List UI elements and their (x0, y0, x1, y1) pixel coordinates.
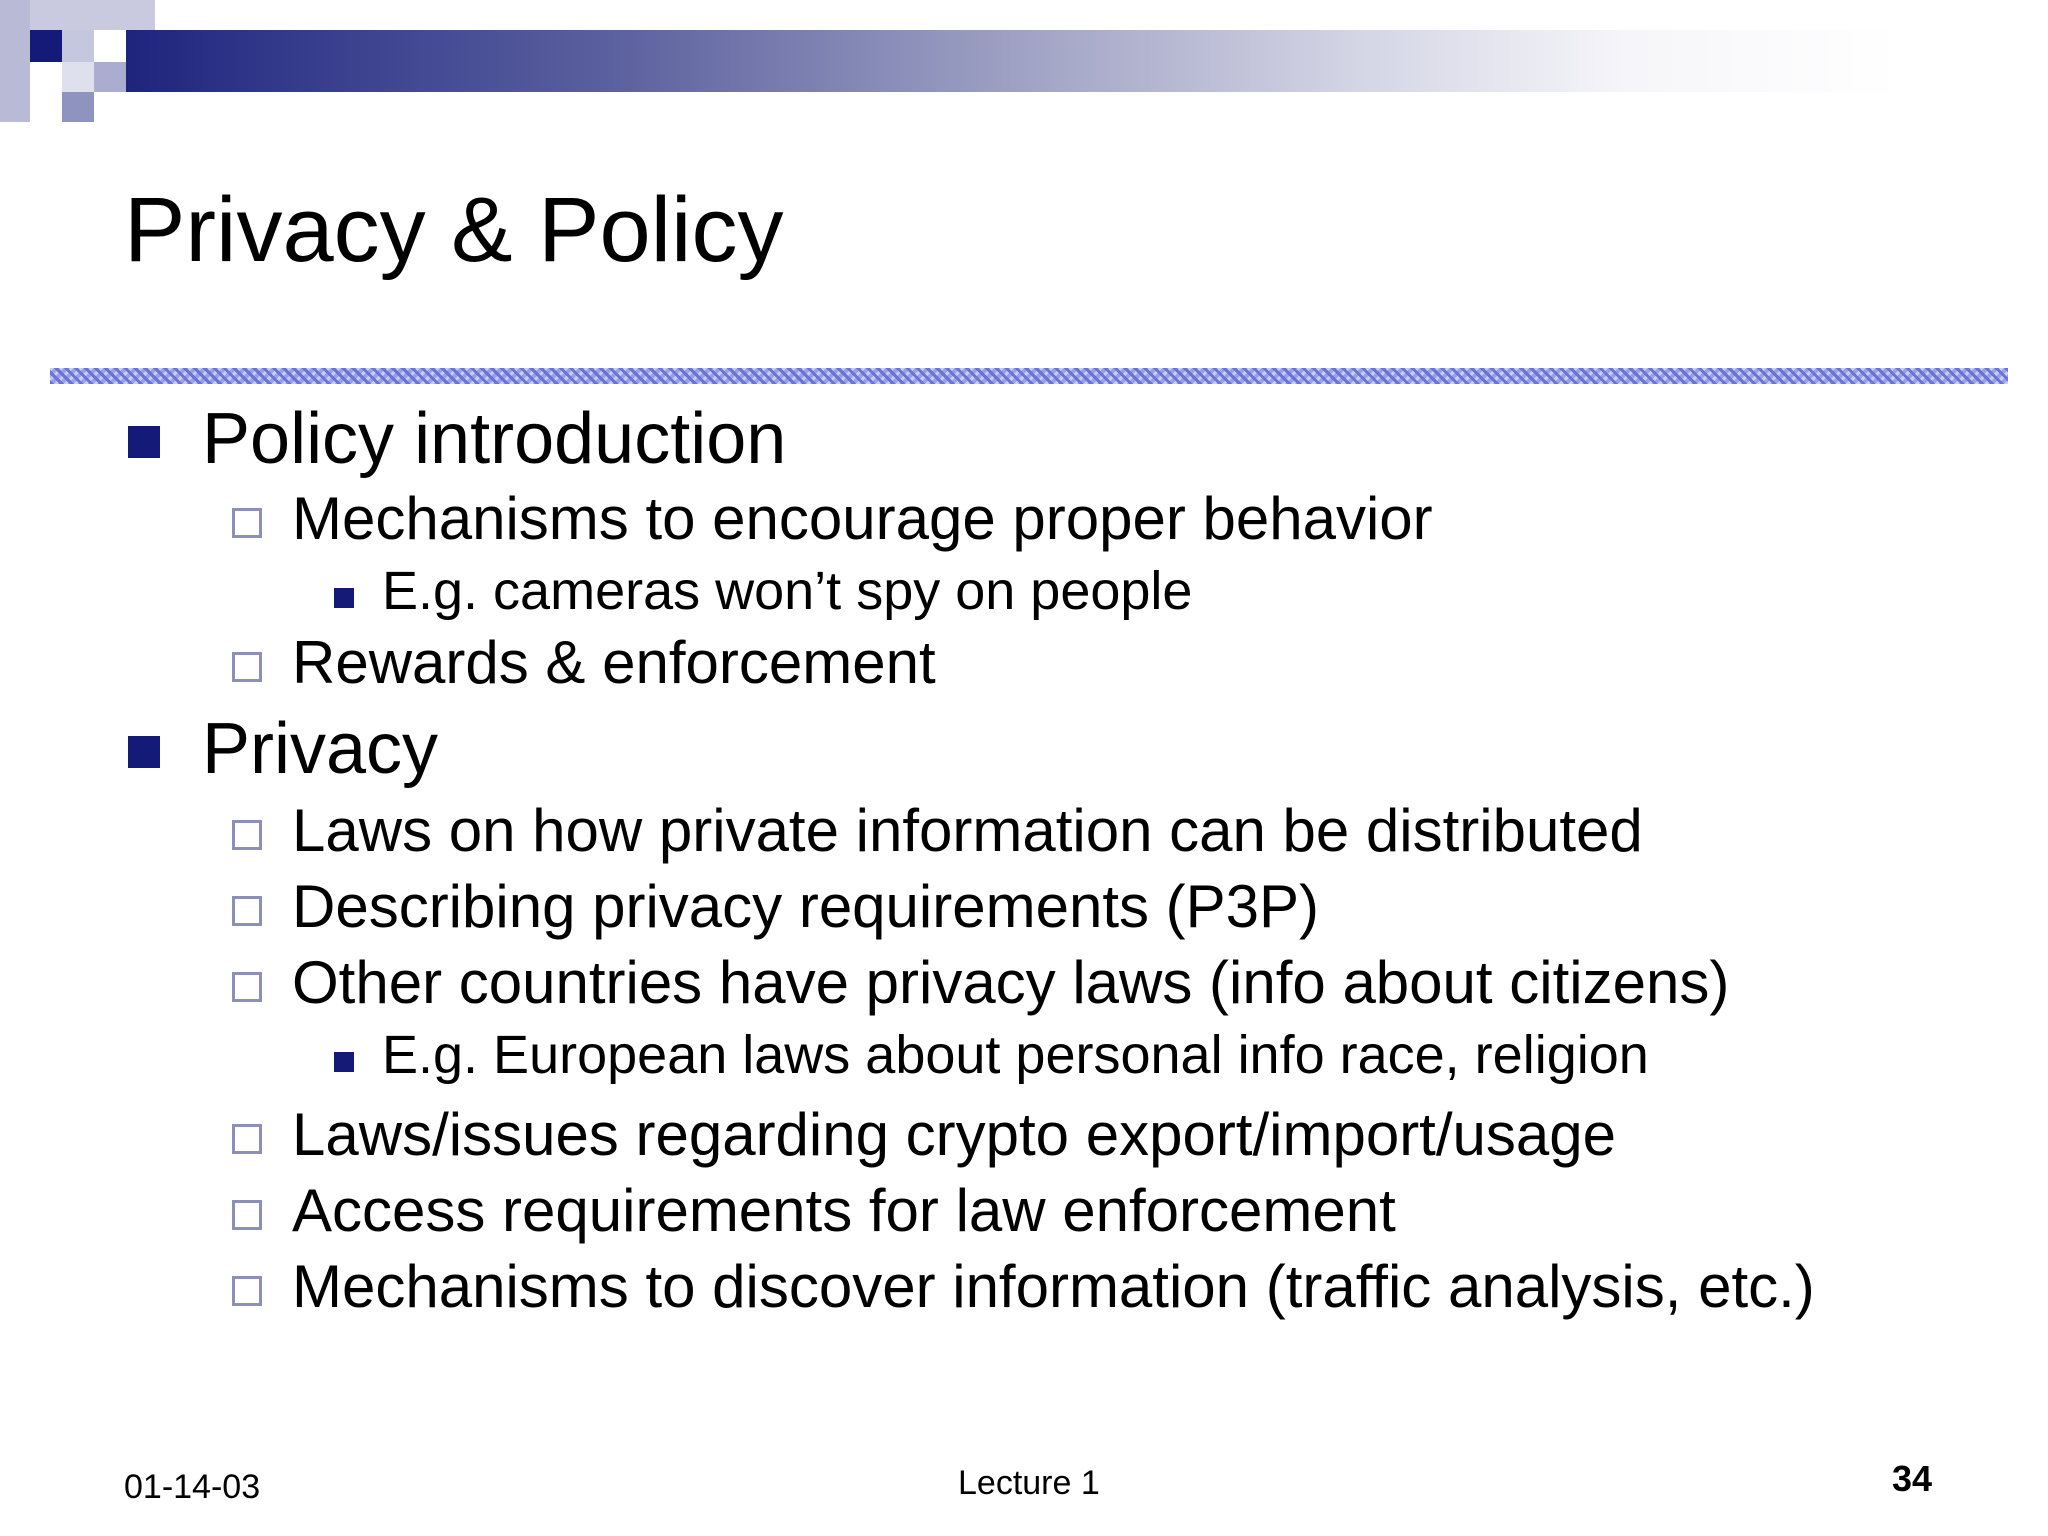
hollow-square-icon (232, 820, 262, 850)
hollow-square-icon (232, 972, 262, 1002)
footer-page-number: 34 (1892, 1458, 1933, 1499)
corner-decoration-square (62, 30, 94, 62)
small-filled-square-icon (334, 1052, 354, 1072)
header-gradient-band (100, 30, 1900, 92)
corner-decoration-square (30, 30, 62, 62)
corner-decoration-square (94, 30, 126, 62)
bullet-item-level-3: E.g. European laws about personal info race, religion (382, 1025, 1649, 1085)
bullet-item-level-2: Mechanisms to discover information (traffic analysis, etc.) (292, 1253, 1815, 1320)
title-divider (50, 368, 2008, 384)
bullet-item-level-2: Access requirements for law enforcement (292, 1177, 1396, 1244)
hollow-square-icon (232, 652, 262, 682)
hollow-square-icon (232, 1124, 262, 1154)
hollow-square-icon (232, 1200, 262, 1230)
bullet-item-level-1: Privacy (202, 709, 439, 789)
hollow-square-icon (232, 896, 262, 926)
bullet-item-level-1: Policy introduction (202, 399, 787, 479)
bullet-item-level-2: Describing privacy requirements (P3P) (292, 873, 1320, 940)
bullet-item-level-2: Mechanisms to encourage proper behavior (292, 485, 1433, 552)
hollow-square-icon (232, 508, 262, 538)
bullet-item-level-2: Laws on how private information can be distributed (292, 797, 1643, 864)
bullet-item-level-2: Laws/issues regarding crypto export/import/usage (292, 1101, 1616, 1168)
corner-decoration-square (62, 62, 94, 92)
slide-title: Privacy & Policy (124, 179, 784, 281)
bullet-item-level-3: E.g. cameras won’t spy on people (382, 561, 1193, 621)
corner-decoration-square (94, 62, 126, 92)
bullet-item-level-2: Other countries have privacy laws (info about citizens) (292, 949, 1730, 1016)
corner-decoration-square (0, 0, 30, 122)
small-filled-square-icon (334, 588, 354, 608)
footer-lecture: Lecture 1 (958, 1464, 1100, 1502)
bullet-item-level-2: Rewards & enforcement (292, 629, 936, 696)
footer-date: 01-14-03 (124, 1468, 261, 1506)
filled-square-icon (128, 426, 160, 458)
corner-decoration-square (62, 92, 94, 122)
corner-decoration-square (30, 0, 155, 30)
filled-square-icon (128, 736, 160, 768)
hollow-square-icon (232, 1276, 262, 1306)
